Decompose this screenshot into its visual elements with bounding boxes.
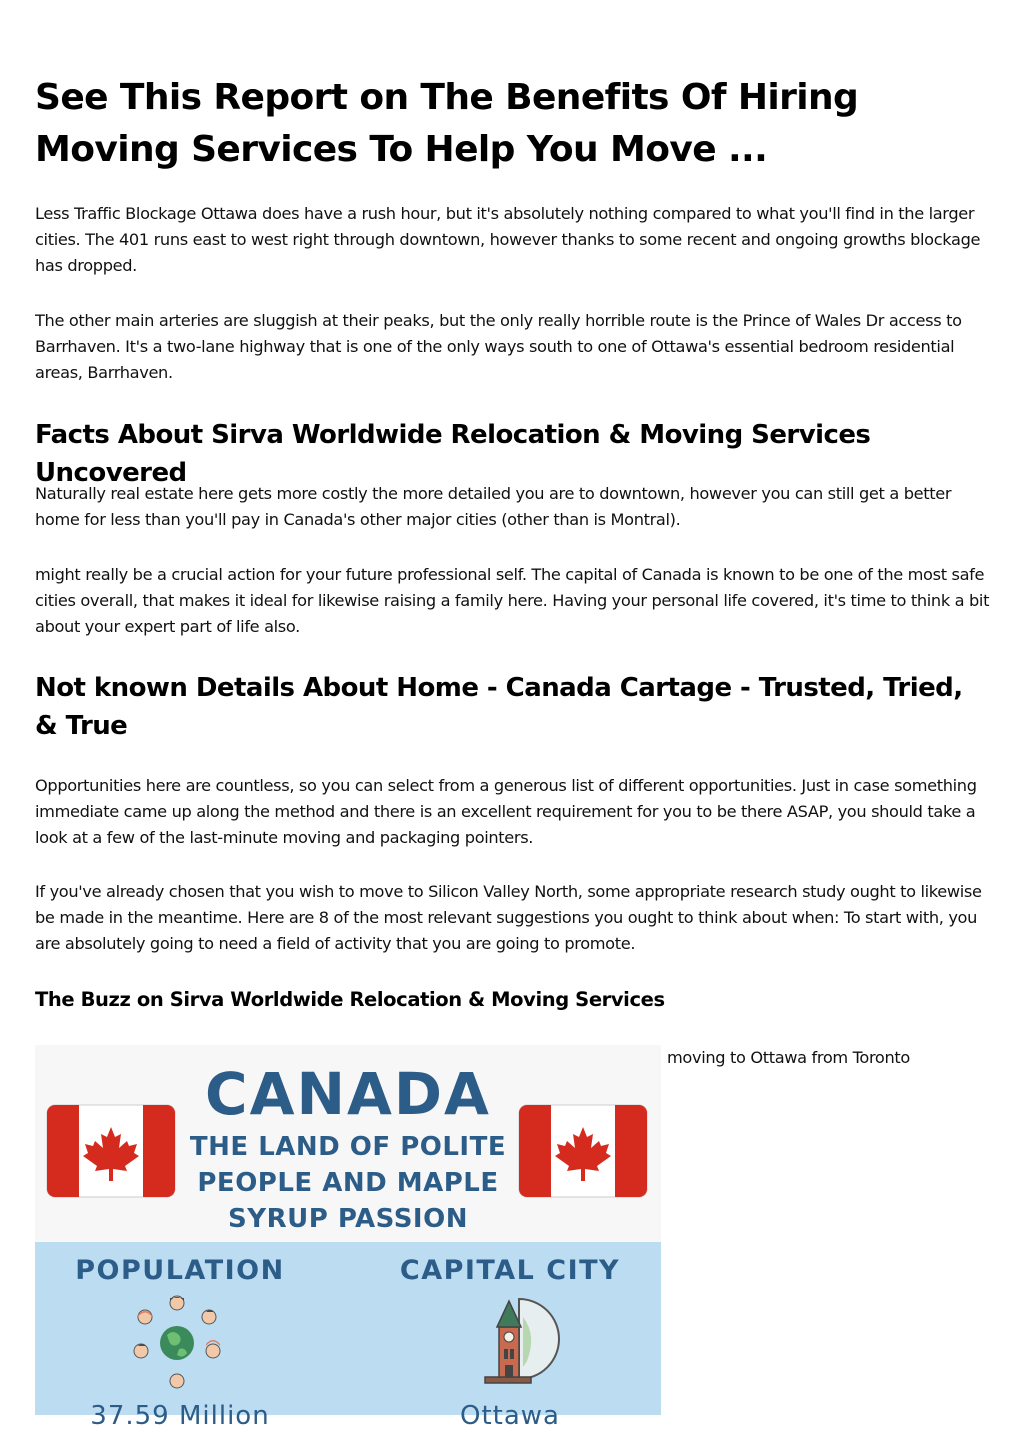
population-value: 37.59 Million <box>90 1401 270 1431</box>
paragraph: Less Traffic Blockage Ottawa does have a rush hour, but it's absolutely nothing compared to what you'll find in the larger cities. The 401 runs east to west right through downtown, however thanks to some recent and ongoing growths blockage has dropped. <box>35 204 981 275</box>
paragraph: The other main arteries are sluggish at their peaks, but the only really horrible route is the Prince of Wales Dr access to Barrhaven. It's a two-lane highway that is one of the only ways south to one of Ottawa's essential bedroom residential areas, Barrhaven. <box>35 311 962 382</box>
moving-ottawa-link[interactable]: moving to Ottawa from Toronto <box>667 1048 910 1067</box>
section-heading: Facts About Sirva Worldwide Relocation & Moving Services Uncovered <box>35 420 871 488</box>
globe-people-icon <box>127 1293 227 1393</box>
canada-flag-icon <box>517 1103 649 1199</box>
tagline-line: THE LAND OF POLITE <box>189 1132 507 1162</box>
page-title: See This Report on The Benefits Of Hiring Moving Services To Help You Move ... <box>35 77 859 170</box>
paragraph: might really be a crucial action for your future professional self. The capital of Canada is known to be one of the most safe cities overall, that makes it ideal for likewise raising a family here. Having your personal life covered, it's time to think a bit about your expert part of life also. <box>35 565 990 636</box>
infographic-headline: CANADA <box>205 1060 491 1128</box>
canada-infographic <box>35 1045 661 1431</box>
tagline-line: SYRUP PASSION <box>228 1204 468 1234</box>
tagline-line: PEOPLE AND MAPLE <box>197 1168 499 1198</box>
section-heading: Not known Details About Home - Canada Cartage - Trusted, Tried, & True <box>35 673 963 741</box>
paragraph: Naturally real estate here gets more costly the more detailed you are to downtown, however you can still get a better home for less than you'll pay in Canada's other major cities (other than is Montral). <box>35 484 952 529</box>
population-label: POPULATION <box>75 1255 285 1286</box>
paragraph: If you've already chosen that you wish to move to Silicon Valley North, some appropriate research study ought to likewise be made in the meantime. Here are 8 of the most relevant suggestions you ought to think about when: To start with, you are absolutely going to need a field of activity that you are going to promote. <box>35 882 982 953</box>
subsection-heading: The Buzz on Sirva Worldwide Relocation & Moving Services <box>35 988 665 1011</box>
capital-label: CAPITAL CITY <box>399 1255 621 1286</box>
parliament-tower-icon <box>479 1287 569 1397</box>
paragraph: Opportunities here are countless, so you can select from a generous list of different opportunities. Just in case something immediate came up along the method and there is an excellent requirement for you to be there ASAP, you should take a look at a few of the last-minute moving and packaging pointers. <box>35 776 977 847</box>
capital-value: Ottawa <box>460 1401 560 1431</box>
infographic-tagline <box>175 1129 521 1237</box>
canada-flag-icon <box>45 1103 177 1199</box>
